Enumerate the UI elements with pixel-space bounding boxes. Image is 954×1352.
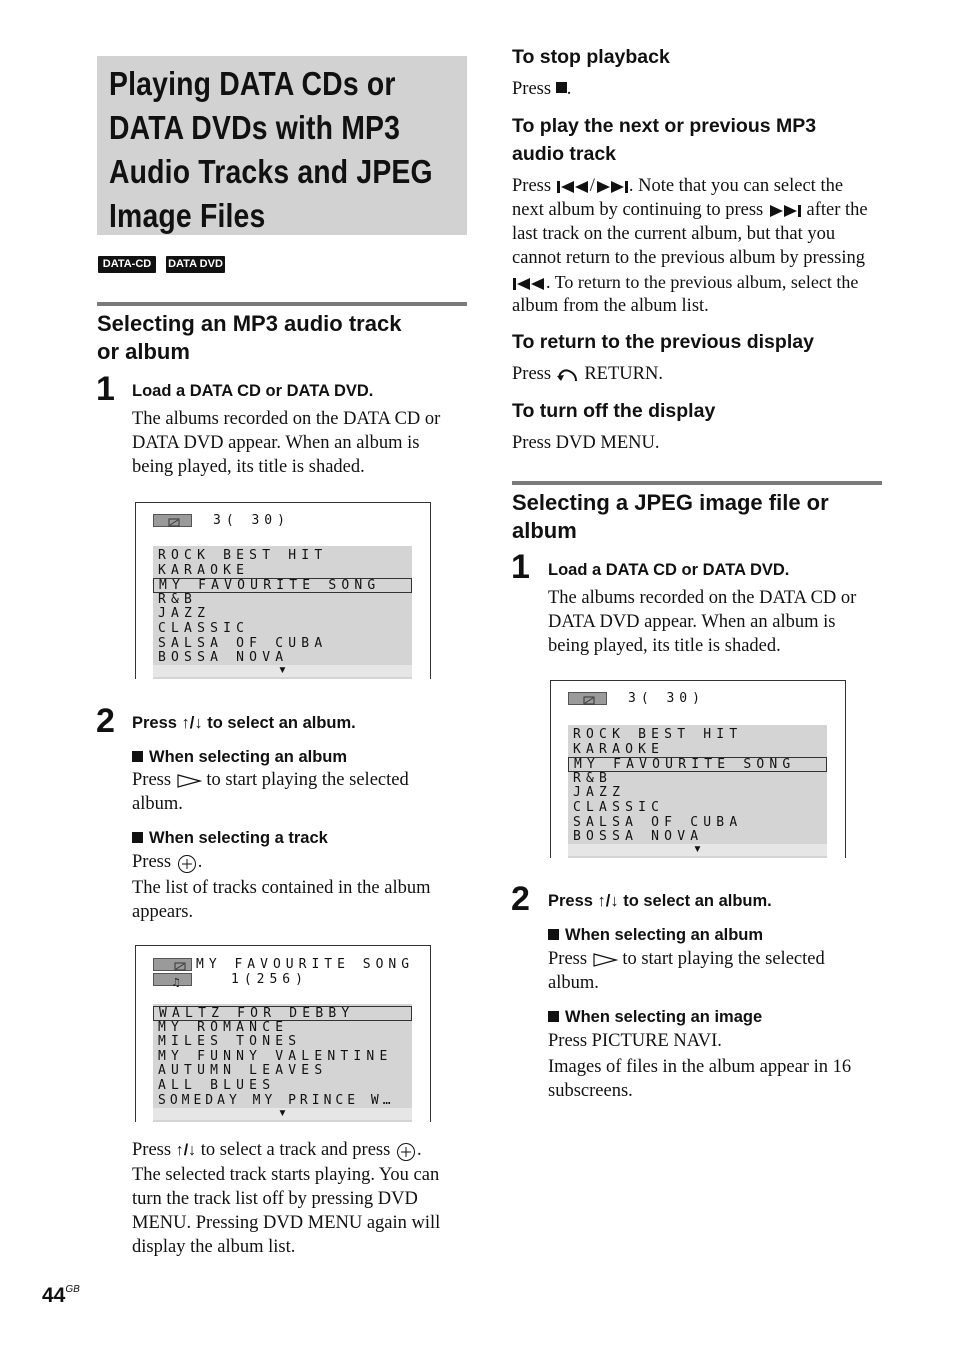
- text: to select an album.: [202, 714, 356, 732]
- list-item[interactable]: JAZZ: [158, 606, 211, 622]
- list-item[interactable]: CLASSIC: [158, 620, 250, 636]
- turn-off-text: Press DVD MENU.: [512, 433, 660, 453]
- body-line: MENU. Pressing DVD MENU again will: [132, 1213, 441, 1233]
- body-line: subscreens.: [548, 1081, 633, 1101]
- title-line: Image Files: [109, 197, 266, 234]
- scroll-down-arrow[interactable]: ▼: [153, 1108, 412, 1120]
- album-count: 3( 30): [213, 513, 290, 528]
- heading-line: Selecting a JPEG image file or: [512, 490, 829, 515]
- bullet-square-icon: [132, 751, 143, 762]
- up-down-arrows-icon: ↑/↓: [597, 892, 619, 910]
- up-down-arrows-icon: ↑/↓: [181, 714, 203, 732]
- title-line: Audio Tracks and JPEG: [109, 153, 433, 190]
- text: .: [416, 1140, 422, 1160]
- body-line: [512, 174, 892, 198]
- sub-body: [132, 768, 472, 816]
- list-item[interactable]: R&B: [158, 591, 198, 607]
- text: Press: [132, 714, 182, 732]
- next-previous-text: [512, 174, 892, 318]
- text: Press: [512, 364, 556, 384]
- bullet-square-icon: [132, 832, 143, 843]
- list-item[interactable]: JAZZ: [573, 785, 626, 801]
- text: to start playing the selected: [617, 949, 825, 969]
- body-line: album.: [132, 794, 183, 814]
- subheading: [132, 746, 347, 768]
- title-box: [97, 56, 467, 235]
- body-line: cannot return to the previous album by pressing: [512, 248, 865, 268]
- next-track-icon: [595, 180, 629, 194]
- heading-line: To play the next or previous MP3: [512, 115, 817, 137]
- heading-return-display: To return to the previous display: [512, 331, 814, 353]
- list-item[interactable]: ALL BLUES: [158, 1077, 276, 1093]
- section-heading-mp3: [97, 310, 469, 366]
- next-track-icon: [768, 204, 802, 218]
- step-number: 2: [96, 702, 115, 740]
- scroll-down-arrow[interactable]: ▼: [153, 665, 412, 677]
- page-number: [42, 1284, 80, 1308]
- body-line: being played, its title is shaded.: [548, 636, 781, 656]
- section-rule: [512, 481, 882, 485]
- previous-track-icon: [512, 277, 546, 291]
- subheading: [548, 1006, 762, 1028]
- album-name: MY FAVOURITE SONG: [196, 957, 415, 972]
- body-line: [132, 850, 472, 874]
- body-line: [548, 947, 888, 971]
- text: .: [197, 852, 203, 872]
- text: to select a track and press: [196, 1140, 395, 1160]
- list-item[interactable]: BOSSA NOVA: [573, 829, 704, 845]
- folder-icon: [153, 514, 192, 527]
- data-dvd-badge: DATA DVD: [166, 256, 225, 273]
- section-rule: [97, 302, 467, 306]
- list-item[interactable]: AUTUMN LEAVES: [158, 1063, 328, 1079]
- osd-screen-track-list: [135, 945, 431, 1122]
- list-item[interactable]: R&B: [573, 770, 613, 786]
- body-line: [132, 768, 472, 792]
- heading-turn-off-display: To turn off the display: [512, 400, 716, 422]
- body-line: The list of tracks contained in the album: [132, 878, 431, 898]
- list-item[interactable]: KARAOKE: [573, 741, 665, 757]
- album-list: [153, 546, 412, 679]
- subheading: [548, 924, 763, 946]
- list-item-selected[interactable]: MY FAVOURITE SONG: [568, 757, 827, 772]
- text: RETURN.: [579, 364, 663, 384]
- step-title: Load a DATA CD or DATA DVD.: [132, 382, 374, 400]
- body-line: display the album list.: [132, 1237, 296, 1257]
- track-count: 1(256): [231, 972, 308, 987]
- title-line: Playing DATA CDs or: [109, 65, 396, 102]
- body-line: appears.: [132, 902, 194, 922]
- text: .: [566, 79, 572, 99]
- text: . Note that you can select the: [628, 176, 844, 196]
- page-number-text: 44: [42, 1284, 66, 1307]
- bullet-square-icon: [548, 929, 559, 940]
- body-line: [132, 1138, 477, 1163]
- bullet-square-icon: [548, 1011, 559, 1022]
- step-number: 1: [511, 548, 530, 586]
- list-item[interactable]: ROCK BEST HIT: [158, 548, 328, 563]
- play-icon: [592, 953, 618, 967]
- enter-button-icon: [395, 1140, 417, 1162]
- list-item[interactable]: MY ROMANCE: [158, 1019, 289, 1035]
- list-item[interactable]: CLASSIC: [573, 799, 665, 815]
- body-line: album.: [548, 973, 599, 993]
- list-item-selected[interactable]: WALTZ FOR DEBBY: [153, 1006, 412, 1021]
- play-icon: [176, 774, 202, 788]
- heading-line: audio track: [512, 143, 617, 165]
- body-line: last track on the current album, but that you: [512, 224, 836, 244]
- text: after the: [801, 200, 868, 220]
- after-text: [132, 1138, 477, 1259]
- heading-stop-playback: To stop playback: [512, 46, 670, 68]
- section-heading-jpeg: [512, 489, 892, 545]
- subheading-text: When selecting an album: [565, 926, 764, 944]
- text: Press: [132, 1140, 176, 1160]
- body-line: DATA DVD appear. When an album is: [132, 433, 420, 453]
- body-line: being played, its title is shaded.: [132, 457, 365, 477]
- enter-button-icon: [176, 852, 198, 874]
- list-item[interactable]: SALSA OF CUBA: [158, 635, 328, 651]
- scroll-down-arrow[interactable]: ▼: [568, 844, 827, 856]
- title-line: DATA DVDs with MP3: [109, 109, 401, 146]
- heading-line: Selecting an MP3 audio track: [97, 311, 402, 336]
- list-item[interactable]: MY FUNNY VALENTINE: [158, 1048, 393, 1064]
- svg-text:♫: ♫: [171, 976, 181, 987]
- list-item[interactable]: SALSA OF CUBA: [573, 814, 743, 830]
- data-cd-badge: DATA-CD: [98, 256, 156, 273]
- list-item[interactable]: ROCK BEST HIT: [573, 727, 743, 742]
- step-title: [132, 712, 356, 734]
- step-title: Load a DATA CD or DATA DVD.: [548, 561, 790, 579]
- text: Press: [132, 852, 176, 872]
- body-line: DATA DVD appear. When an album is: [548, 612, 836, 632]
- folder-icon: [153, 958, 192, 971]
- return-icon: [556, 367, 580, 383]
- text: Press: [548, 949, 592, 969]
- step-body: [132, 407, 472, 479]
- folder-icon: [568, 692, 607, 705]
- music-note-icon: [153, 973, 192, 986]
- list-item[interactable]: MILES TONES: [158, 1034, 302, 1050]
- sub-body: [548, 1029, 888, 1103]
- text: /: [589, 176, 595, 196]
- sub-body: [132, 850, 472, 924]
- up-down-arrows-icon: ↑/↓: [175, 1142, 197, 1159]
- list-item[interactable]: SOMEDAY MY PRINCE W…: [158, 1092, 395, 1108]
- album-list: [568, 725, 827, 858]
- step-number: 2: [511, 880, 530, 918]
- body-line: Press PICTURE NAVI.: [548, 1031, 722, 1051]
- body-line: [512, 198, 892, 222]
- subheading-text: When selecting an album: [149, 748, 348, 766]
- step-title: [548, 890, 772, 912]
- list-item-selected[interactable]: MY FAVOURITE SONG: [153, 578, 412, 593]
- stop-icon: [556, 82, 567, 93]
- page-title: [109, 62, 433, 238]
- text: to start playing the selected: [201, 770, 409, 790]
- text: Press: [132, 770, 176, 790]
- text: . To return to the previous album, select the: [546, 272, 859, 292]
- album-count: 3( 30): [628, 691, 705, 706]
- list-item[interactable]: BOSSA NOVA: [158, 650, 289, 666]
- heading-line: or album: [97, 339, 190, 364]
- track-list: [153, 1004, 412, 1122]
- list-item[interactable]: KARAOKE: [158, 562, 250, 578]
- page-suffix: GB: [65, 1284, 80, 1295]
- body-line: The selected track starts playing. You can: [132, 1165, 440, 1185]
- body-line: Images of files in the album appear in 16: [548, 1057, 852, 1077]
- text: Press: [512, 176, 556, 196]
- heading-line: album: [512, 518, 577, 543]
- body-line: album from the album list.: [512, 296, 709, 316]
- stop-text: [512, 77, 571, 101]
- text: to select an album.: [618, 892, 772, 910]
- step-body: [548, 586, 888, 658]
- body-line: The albums recorded on the DATA CD or: [132, 409, 441, 429]
- step-number: 1: [96, 370, 115, 408]
- sub-body: [548, 947, 888, 995]
- previous-track-icon: [556, 180, 590, 194]
- text: Press: [548, 892, 598, 910]
- body-line: The albums recorded on the DATA CD or: [548, 588, 857, 608]
- osd-screen-album-list: [550, 680, 846, 858]
- return-text: [512, 362, 663, 386]
- text: next album by continuing to press: [512, 200, 768, 220]
- subheading: [132, 827, 328, 849]
- subheading-text: When selecting a track: [149, 829, 328, 847]
- subheading-text: When selecting an image: [565, 1008, 763, 1026]
- text: Press: [512, 79, 556, 99]
- body-line: turn the track list off by pressing DVD: [132, 1189, 418, 1209]
- osd-screen-album-list: [135, 502, 431, 679]
- heading-next-previous: [512, 112, 892, 168]
- body-line: [512, 270, 892, 294]
